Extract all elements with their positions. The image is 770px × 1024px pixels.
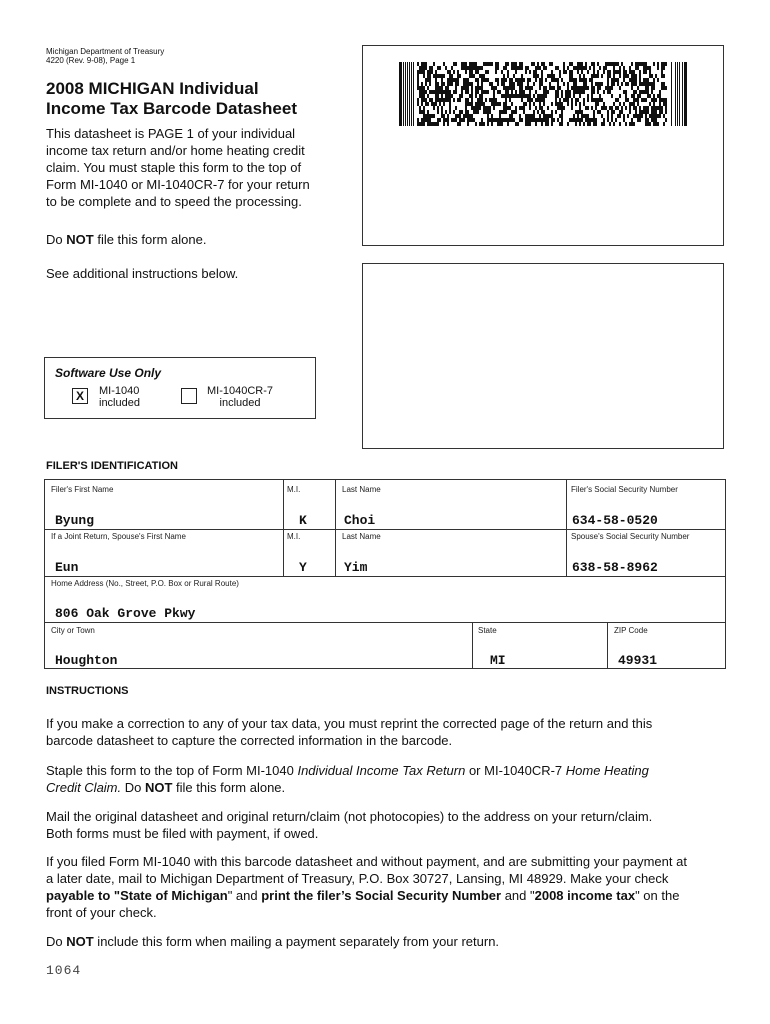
intro-paragraph: [46, 125, 356, 210]
instruction-line: [46, 887, 751, 904]
instruction-paragraph-4: [46, 853, 751, 921]
spouse-first-name-label: If a Joint Return, Spouse's First Name: [51, 532, 186, 541]
text-bold: print the filer’s Social Security Number: [261, 888, 502, 903]
department-name: Michigan Department of Treasury: [46, 47, 165, 56]
text-file-alone: file this form alone.: [97, 232, 207, 247]
text-span: Do: [121, 780, 145, 795]
page-title-line2: Income Tax Barcode Datasheet: [46, 99, 297, 118]
spouse-mi-label: M.I.: [287, 532, 301, 541]
mi1040-label: [99, 385, 140, 409]
intro-line: income tax return and/or home heating credit: [46, 143, 305, 158]
spouse-last-name-label: Last Name: [342, 532, 381, 541]
intro-line: Form MI-1040 or MI-1040CR-7 for your return: [46, 177, 310, 192]
instruction-paragraph-1: [46, 715, 746, 749]
last-name-field[interactable]: Choi: [344, 513, 376, 528]
address-field[interactable]: 806 Oak Grove Pkwy: [55, 606, 196, 621]
instruction-line: [46, 762, 746, 779]
text-bold: NOT: [144, 780, 173, 795]
spouse-last-name-field[interactable]: Yim: [344, 560, 368, 575]
first-name-field[interactable]: Byung: [55, 513, 95, 528]
zip-field[interactable]: 49931: [618, 653, 658, 668]
text-do: Do: [46, 232, 63, 247]
first-name-label: Filer's First Name: [51, 485, 114, 494]
state-label: State: [478, 626, 497, 635]
state-field[interactable]: MI: [490, 653, 506, 668]
intro-line: This datasheet is PAGE 1 of your individual: [46, 126, 296, 141]
filer-identification-heading: FILER'S IDENTIFICATION: [46, 460, 178, 472]
mi1040cr7-label-line2: included: [219, 397, 261, 409]
text-span: Staple this form to the top of Form MI-1040: [46, 763, 298, 778]
mi1040cr7-label-line1: MI-1040CR-7: [207, 385, 274, 397]
col-divider: [335, 479, 336, 576]
instruction-line: front of your check.: [46, 905, 157, 920]
row-divider: [44, 576, 726, 577]
ssn-label: Filer's Social Security Number: [571, 485, 678, 494]
mi1040-checkbox[interactable]: X: [72, 388, 88, 404]
do-not-file-alone: [46, 231, 206, 248]
col-divider: [607, 622, 608, 669]
text-italic: Individual Income Tax Return: [297, 763, 466, 778]
text-span: " on the: [635, 888, 680, 903]
instruction-paragraph-2: [46, 762, 746, 796]
spouse-ssn-field[interactable]: 638-58-8962: [572, 560, 658, 575]
col-divider: [283, 479, 284, 576]
mi1040cr7-label: [207, 385, 273, 409]
spouse-first-name-field[interactable]: Eun: [55, 560, 79, 575]
barcode-image: [399, 62, 687, 126]
text-not: NOT: [66, 232, 94, 247]
form-code: 1064: [46, 963, 82, 978]
barcode-box-secondary: [362, 263, 724, 449]
instruction-line: barcode datasheet to capture the corrected information in the barcode.: [46, 733, 453, 748]
city-label: City or Town: [51, 626, 95, 635]
row-divider: [44, 622, 726, 623]
instruction-line: a later date, mail to Michigan Department of Treasury, P.O. Box 30727, Lansing, MI 48929. Make your check: [46, 871, 669, 886]
zip-label: ZIP Code: [614, 626, 648, 635]
text-span: and ": [501, 888, 535, 903]
mi-label: M.I.: [287, 485, 301, 494]
instruction-paragraph-3: [46, 808, 746, 842]
text-span: or MI-1040CR-7: [465, 763, 566, 778]
barcode-box: [362, 45, 724, 246]
address-label: Home Address (No., Street, P.O. Box or Rural Route): [51, 579, 239, 588]
software-use-box: [44, 357, 316, 419]
col-divider: [472, 622, 473, 669]
city-field[interactable]: Houghton: [55, 653, 118, 668]
text-italic: Credit Claim.: [46, 780, 122, 795]
text-span: Do: [46, 934, 67, 949]
mi1040-label-line2: included: [99, 397, 140, 409]
mi1040cr7-checkbox[interactable]: [181, 388, 197, 404]
text-span: " and: [227, 888, 262, 903]
text-bold: 2008 income tax: [534, 888, 636, 903]
intro-line: to be complete and to speed the processing.: [46, 194, 302, 209]
ssn-field[interactable]: 634-58-0520: [572, 513, 658, 528]
instruction-line: Mail the original datasheet and original return/claim (not photocopies) to the address on your return/claim.: [46, 809, 653, 824]
instructions-heading: INSTRUCTIONS: [46, 685, 129, 697]
text-span: include this form when mailing a payment separately from your return.: [93, 934, 500, 949]
instruction-line: Both forms must be filed with payment, if owed.: [46, 826, 319, 841]
software-use-title: Software Use Only: [55, 366, 162, 380]
form-revision: 4220 (Rev. 9-08), Page 1: [46, 56, 136, 65]
col-divider: [566, 479, 567, 576]
text-bold: NOT: [66, 934, 94, 949]
text-bold: payable to "State of Michigan: [46, 888, 228, 903]
instruction-paragraph-5: [46, 933, 746, 950]
instruction-line: If you filed Form MI-1040 with this barcode datasheet and without payment, and are submitting your payment at: [46, 854, 687, 869]
instruction-line: [46, 779, 746, 796]
spouse-mi-field[interactable]: Y: [299, 560, 307, 575]
row-divider: [44, 529, 726, 530]
text-italic: Home Heating: [565, 763, 649, 778]
mi-field[interactable]: K: [299, 513, 307, 528]
spouse-ssn-label: Spouse's Social Security Number: [571, 532, 690, 541]
see-instructions: See additional instructions below.: [46, 266, 239, 281]
text-span: file this form alone.: [172, 780, 286, 795]
page-title-line1: 2008 MICHIGAN Individual: [46, 79, 259, 98]
last-name-label: Last Name: [342, 485, 381, 494]
intro-line: claim. You must staple this form to the top of: [46, 160, 302, 175]
instruction-line: If you make a correction to any of your tax data, you must reprint the corrected page of the return and this: [46, 716, 653, 731]
mi1040-label-line1: MI-1040: [99, 385, 140, 397]
